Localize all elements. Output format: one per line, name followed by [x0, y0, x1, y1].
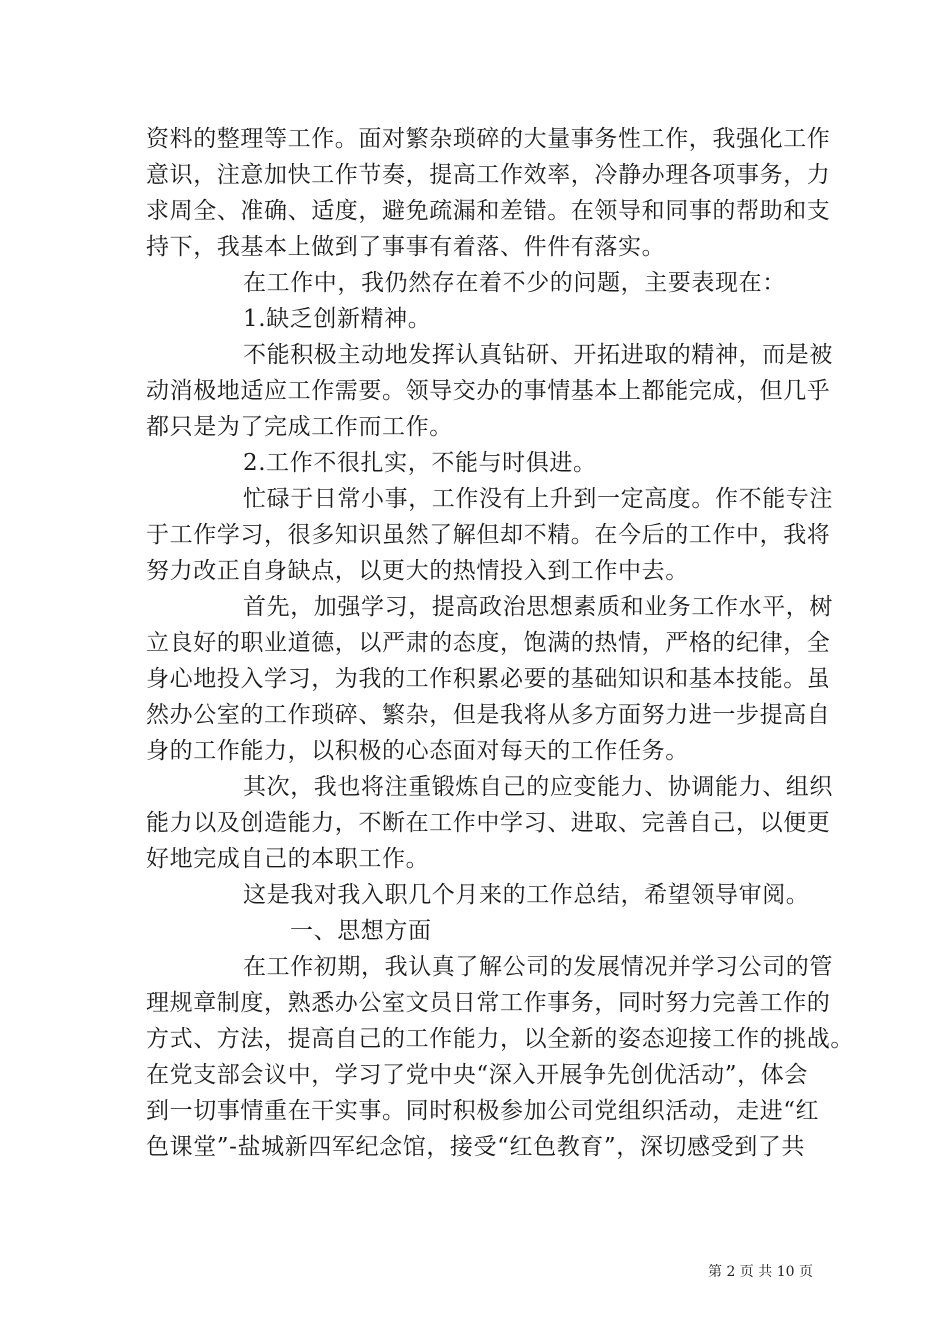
text-line: 动消极地适应工作需要。领导交办的事情基本上都能完成，但几乎: [146, 378, 831, 404]
text-line: 到一切事情重在干实事。同时积极参加公司党组织活动，走进“红: [146, 1098, 820, 1124]
text-line: 能力以及创造能力，不断在工作中学习、进取、完善自己，以便更: [146, 810, 831, 836]
page-number: 第 2 页 共 10 页: [708, 1264, 813, 1280]
text-line: 在党支部会议中，学习了党中央“深入开展争先创优活动”，体会: [146, 1062, 808, 1088]
text-line: 在工作初期，我认真了解公司的发展情况并学习公司的管: [243, 954, 833, 980]
text-line: 然办公室的工作琐碎、繁杂，但是我将从多方面努力进一步提高自: [146, 702, 831, 728]
list-heading: 1.缺乏创新精神。: [243, 306, 432, 332]
section-heading: 一、思想方面: [290, 918, 432, 944]
text-line: 方式、方法，提高自己的工作能力，以全新的姿态迎接工作的挑战。: [146, 1026, 854, 1052]
text-line: 在工作中，我仍然存在着不少的问题，主要表现在：: [243, 270, 786, 296]
text-line: 忙碌于日常小事，工作没有上升到一定高度。作不能专注: [243, 486, 833, 512]
text-line: 持下，我基本上做到了事事有着落、件件有落实。: [146, 234, 666, 260]
text-line: 立良好的职业道德，以严肃的态度，饱满的热情，严格的纪律，全: [146, 630, 831, 656]
text-line: 好地完成自己的本职工作。: [146, 846, 430, 872]
text-line: 求周全、准确、适度，避免疏漏和差错。在领导和同事的帮助和支: [146, 198, 831, 224]
text-line: 意识，注意加快工作节奏，提高工作效率，冷静办理各项事务，力: [146, 162, 831, 188]
text-line: 不能积极主动地发挥认真钻研、开拓进取的精神，而是被: [243, 342, 833, 368]
text-line: 都只是为了完成工作而工作。: [146, 414, 453, 440]
list-heading: 2.工作不很扎实，不能与时俱进。: [243, 450, 597, 476]
text-line: 理规章制度，熟悉办公室文员日常工作事务，同时努力完善工作的: [146, 990, 831, 1016]
text-line: 首先，加强学习，提高政治思想素质和业务工作水平，树: [243, 594, 833, 620]
text-line: 身的工作能力，以积极的心态面对每天的工作任务。: [146, 738, 689, 764]
text-line: 其次，我也将注重锻炼自己的应变能力、协调能力、组织: [243, 774, 833, 800]
text-line: 这是我对我入职几个月来的工作总结，希望领导审阅。: [243, 882, 810, 908]
text-line: 资料的整理等工作。面对繁杂琐碎的大量事务性工作，我强化工作: [146, 126, 831, 152]
text-line: 努力改正自身缺点，以更大的热情投入到工作中去。: [146, 558, 689, 584]
text-line: 身心地投入学习，为我的工作积累必要的基础知识和基本技能。虽: [146, 666, 831, 692]
text-line: 于工作学习，很多知识虽然了解但却不精。在今后的工作中，我将: [146, 522, 831, 548]
text-line: 色课堂”-盐城新四军纪念馆，接受“红色教育”，深切感受到了共: [146, 1134, 806, 1160]
